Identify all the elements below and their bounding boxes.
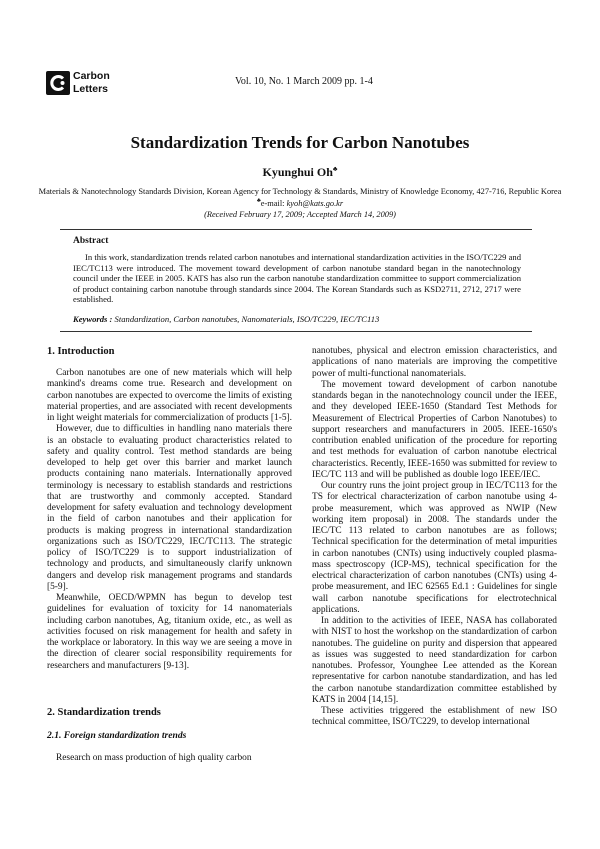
abstract-body: In this work, standardization trends related carbon nanotubes and international standardization activities in the ISO/TC229 and IEC/TC113 were introduced. The movement toward development of carbon nanotube standard began in the nanotechnology council under the IEEE in 2005. KATS has also run the carbon nanotube standardization committee to support commercialization of product containing carbon nanotube through standards since 2004. The Korean Standards such as KSD2711, 2712, 2717 were established.: [73, 252, 521, 305]
left-column-section2: [47, 753, 292, 764]
keywords-list: Standardization, Carbon nanotubes, Nanomaterials, ISO/TC229, IEC/TC113: [112, 314, 380, 324]
paragraph: nanotubes, physical and electron emission characteristics, and applications of nano materials are improving the competitive power of multi-functional nanomaterials.: [312, 346, 557, 379]
paragraph: These activities triggered the establishment of new ISO technical committee, ISO/TC229, to develop international: [312, 706, 557, 728]
left-column-intro: [47, 368, 292, 672]
logo-text: [73, 70, 110, 95]
paragraph: Research on mass production of high quality carbon: [56, 753, 252, 763]
paragraph: However, due to difficulties in handling nano materials there is an obstacle to evaluating product characteristics related to safety and quality control. Test method standards are being developed to help get over this barrier and market launch products containing nano materials. Internationally approved terminology is necessary to establish standards and restrictions that are trustworthy and commonly accepted. Standard development for safety evaluation and technology development in the field of carbon nanotubes and their application for products is making progress in international standardization organizations such as ISO/TC229, IEC/TC113. The strategic policy of ISO/TC229 is to support industrialization of technology and products, and simultaneously clarify unknown dangers and develop risk management programs and standards [5-9].: [47, 424, 292, 592]
abstract-heading: Abstract: [73, 236, 109, 246]
corresponding-author-mark: ♣: [332, 165, 338, 173]
received-dates: (Received February 17, 2009; Accepted March 14, 2009): [204, 210, 396, 219]
email-label: e-mail:: [260, 198, 287, 208]
section-heading-standardization-trends: 2. Standardization trends: [47, 707, 161, 718]
paper-title: Standardization Trends for Carbon Nanotubes: [130, 133, 470, 152]
email-mark: ♣: [256, 198, 261, 204]
paragraph: Our country runs the joint project group in IEC/TC113 for the TS for electrical characterization of carbon nanotube using 4-probe measurement, which was approved as NWIP (New working item proposal) in 2008. The standards under the IEC/TC 113 related to carbon nanotubes are as follows; Technical specification for the determination of metal impurities in carbon nanotubes (CNTs) using inductively coupled plasma-mass spectroscopy (ICP-MS), technical specification for the electrical characterization of carbon nanotubes (CNTs) using 4-probe measurement, and IEC 62565 Ed.1 : Guidelines for single wall carbon nanotube specifications for electrotechnical applications.: [312, 481, 557, 615]
paragraph: Carbon nanotubes are one of new materials which will help mankind's dreams come true. Research and development on carbon nanotubes are expected to overcome the limits of existing material properties, and are associated with recent developments in light weight materials for commercialization of products [1-5].: [47, 368, 292, 423]
keywords-line: [73, 314, 379, 324]
abstract-top-rule: [60, 229, 532, 230]
author-name: Kyunghui Oh: [262, 165, 333, 179]
logo-text-bottom: Letters: [73, 82, 109, 95]
email-line: [0, 198, 600, 208]
right-column: [312, 346, 557, 729]
email-address[interactable]: kyoh@kats.go.kr: [286, 198, 344, 208]
keywords-label: Keywords :: [73, 314, 113, 324]
abstract-bottom-rule: [60, 331, 532, 332]
subsection-heading-foreign: 2.1. Foreign standardization trends: [47, 730, 187, 741]
section-heading-introduction: 1. Introduction: [47, 346, 115, 357]
logo-text-top: Carbon: [73, 70, 110, 82]
author-line: [0, 165, 600, 180]
paragraph: Meanwhile, OECD/WPMN has begun to develop test guidelines for evaluation of toxicity for 14 nanomaterials including carbon nanotubes, Ag, titanium oxide, etc., as well as activities focused on risk management for health and safety in the workplace or laboratory. In this way we are seeing a move in the direction of clearer social responsibility requirements for researchers and manufacturers [9-13].: [47, 593, 292, 671]
journal-info: Vol. 10, No. 1 March 2009 pp. 1-4: [235, 76, 373, 87]
paragraph: In addition to the activities of IEEE, NASA has collaborated with NIST to host the workshop on the standardization of carbon nanotubes. The guideline on purity and dispersion that appeared as issues was suggested to need standardization for carbon nanotubes. Professor, Younghee Lee attended as the Korean representative for carbon nanotube standardization, and has led the carbon nanotube standardization committee established by KATS in 2004 [14,15].: [312, 616, 557, 705]
affiliation: Materials & Nanotechnology Standards Division, Korean Agency for Technology & Standards, Ministry of Knowledge Economy, 427-716, Republic Korea: [38, 187, 562, 196]
journal-logo: [46, 70, 116, 98]
paragraph: The movement toward development of carbon nanotube standards began in the nanotechnology council under the IEEE, and they developed IEEE-1650 (Standard Test Methods for Measurement of Electrical Properties of Carbon Nanotubes) to support researchers and manufacturers in 2005. IEEE-1650's contribution enabled unification of the procedure for reporting and test methods for evaluation of carbon nanotube electrical characteristics. Recently, IEEE-1650 was submitted for review to IEC/TC 113 and will be published as double logo IEEE/IEC.: [312, 379, 557, 480]
carbon-letters-logo-icon: [46, 71, 70, 95]
